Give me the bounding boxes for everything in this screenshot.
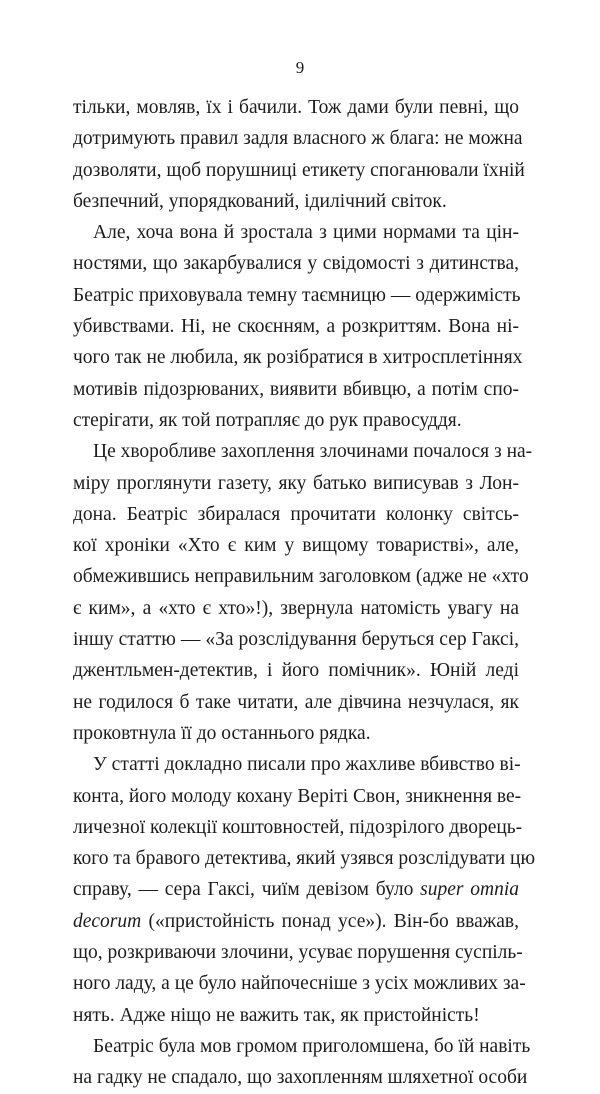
- text-line: [73, 155, 525, 186]
- line-text: є ким», а «хто є хто»!), звернула натомість увагу на: [73, 597, 519, 619]
- text-line: [73, 311, 519, 342]
- line-text: справу, — сера Гаксі, чиїм девізом було: [73, 879, 414, 901]
- line-text: Беатріс приховувала темну таємницю — одержимість: [73, 284, 521, 306]
- line-text: Але, хоча вона й зростала з цими нормами та цін-: [93, 222, 519, 244]
- text-line: [73, 874, 519, 905]
- line-text: убивствами. Ні, не скоєнням, а розкриттям. Вона ні-: [73, 316, 519, 338]
- line-text: дозволяти, щоб порушниці етикету споганювали їхній: [73, 159, 525, 181]
- text-line: [73, 436, 533, 467]
- text-line: [73, 906, 519, 937]
- text-line: [73, 1031, 531, 1062]
- line-text: ного ладу, а це було найпочесніше з усіх можливих за-: [73, 973, 526, 995]
- text-line: [73, 405, 519, 436]
- line-text: стерігати, як той потрапляє до рук правосуддя.: [73, 409, 462, 431]
- text-line: [73, 843, 536, 874]
- line-text: тільки, мовляв, їх і бачили. Тож дами були певні, що: [73, 97, 519, 118]
- line-text: конта, його молоду кохану Веріті Свон, зникнення ве-: [73, 785, 522, 807]
- line-text: джентльмен-детектив, і його помічник». Юній леді: [73, 660, 519, 682]
- line-text: що, розкриваючи злочини, усуває порушення суспіль-: [73, 942, 523, 964]
- text-line: [73, 561, 529, 592]
- text-line: [73, 530, 519, 561]
- line-text: обмежившись неправильним заголовком (адже не «хто: [73, 566, 529, 588]
- line-text: личезної колекції коштовностей, підозрілого дворець-: [73, 816, 523, 838]
- body-text: [73, 92, 536, 1094]
- line-text: кої хроніки «Хто є ким у вищому товаристві», але,: [73, 535, 519, 557]
- text-line: [73, 280, 519, 311]
- line-text: на гадку не спадало, що захопленням шляхетної особи: [73, 1067, 528, 1089]
- text-line: [73, 937, 523, 968]
- text-line: [73, 812, 523, 843]
- text-line: [73, 468, 519, 499]
- text-line: [73, 718, 519, 749]
- text-line: [73, 1000, 519, 1031]
- line-text: міру проглянути газету, яку батько виписував з Лон-: [73, 472, 519, 494]
- line-text: дона. Беатріс збиралася прочитати колонку світсь-: [73, 503, 519, 525]
- line-text: ностями, що закарбувалися у свідомості з дитинства,: [73, 253, 519, 275]
- italic-phrase: decorum: [73, 910, 142, 932]
- line-text: кого та бравого детектива, який узявся розслідувати цю: [73, 848, 536, 870]
- text-line: [73, 499, 519, 530]
- text-line: [73, 248, 519, 279]
- text-line: [73, 186, 519, 217]
- text-line: [73, 687, 519, 718]
- text-line: [73, 624, 519, 655]
- line-text: Це хворобливе захоплення злочинами почалося з на-: [93, 441, 533, 463]
- line-text: дотримують правил задля власного ж блага: не можна: [73, 128, 523, 150]
- text-line: [73, 374, 519, 405]
- text-line: [73, 655, 519, 686]
- line-text: Беатріс була мов громом приголомшена, бо їй навіть: [93, 1035, 531, 1057]
- text-line: [73, 593, 519, 624]
- line-text: чого так не любила, як розібратися в хитросплетіннях: [73, 347, 523, 369]
- text-line: [73, 1062, 528, 1093]
- line-text: мотивів підозрюваних, виявити вбивцю, а потім спо-: [73, 378, 519, 400]
- italic-phrase: super omnia: [420, 879, 519, 901]
- text-line: [73, 217, 519, 248]
- line-text: іншу статтю — «За розслідування беруться сер Гаксі,: [73, 629, 519, 651]
- page-number: 9: [295, 58, 305, 77]
- line-text: проковтнула її до останнього рядка.: [73, 722, 371, 744]
- line-text: нять. Адже ніщо не важить так, як пристойність!: [73, 1004, 480, 1026]
- line-text: («пристойність понад усе»). Він-бо вважав,: [148, 910, 520, 932]
- line-text: безпечний, упорядкований, ідилічний світок.: [73, 190, 447, 212]
- text-line: [73, 781, 522, 812]
- text-line: [73, 968, 526, 999]
- text-line: [73, 92, 519, 123]
- line-text: не годилося б таке читати, але дівчина незчулася, як: [73, 691, 519, 713]
- text-line: [73, 342, 523, 373]
- line-text: У статті докладно писали про жахливе вбивство ві-: [93, 754, 521, 776]
- text-line: [73, 123, 523, 154]
- text-line: [73, 749, 519, 780]
